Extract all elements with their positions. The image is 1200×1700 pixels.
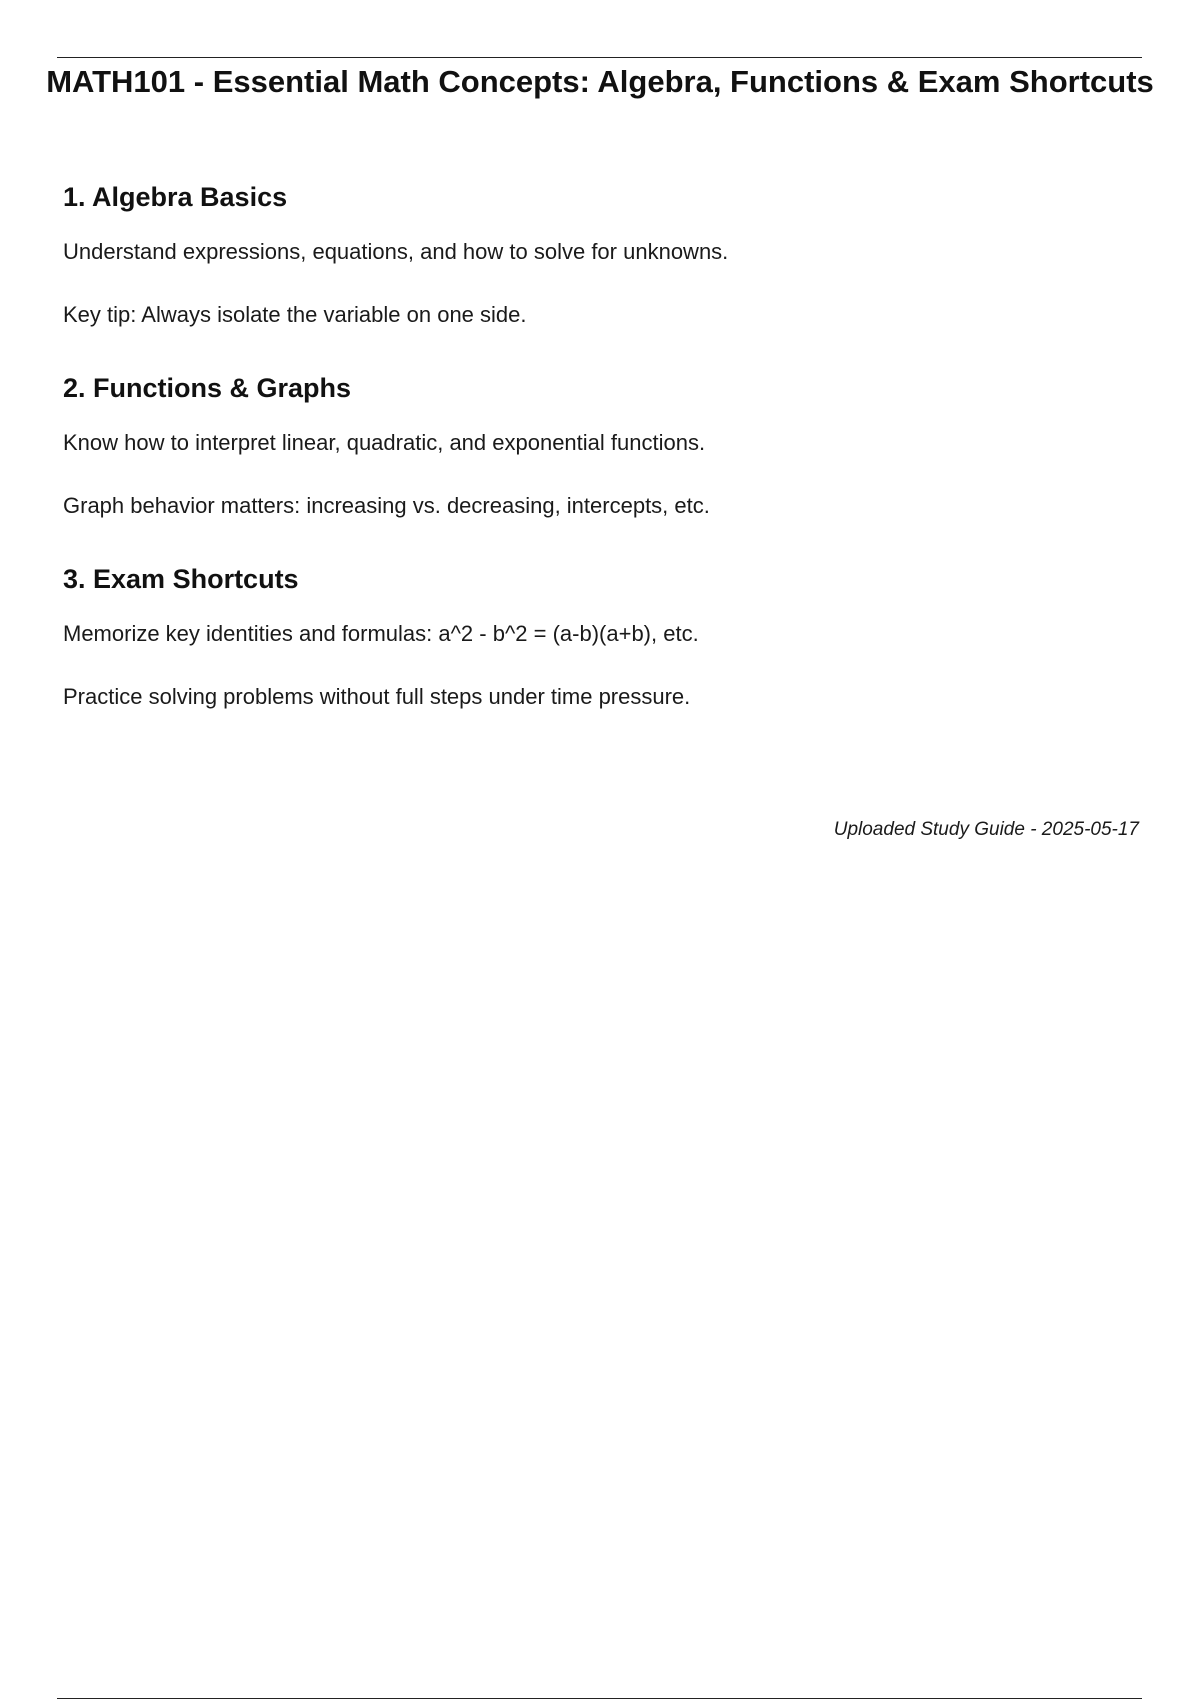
section-functions-graphs <box>63 369 1143 524</box>
document-title: MATH101 - Essential Math Concepts: Algebra, Functions & Exam Shortcuts <box>46 64 1154 99</box>
bottom-rule <box>57 1698 1142 1699</box>
section-heading: 2. Functions & Graphs <box>63 373 352 403</box>
section-paragraph: Practice solving problems without full steps under time pressure. <box>63 684 691 709</box>
section-paragraph: Know how to interpret linear, quadratic, and exponential functions. <box>63 430 706 455</box>
section-exam-shortcuts <box>63 560 1143 715</box>
section-heading: 3. Exam Shortcuts <box>63 564 299 594</box>
footer-note: Uploaded Study Guide - 2025-05-17 <box>833 819 1139 840</box>
section-paragraph: Memorize key identities and formulas: a^2 - b^2 = (a-b)(a+b), etc. <box>63 621 699 646</box>
top-rule <box>57 57 1142 58</box>
section-paragraph: Key tip: Always isolate the variable on one side. <box>63 302 527 327</box>
section-paragraph: Understand expressions, equations, and how to solve for unknowns. <box>63 239 729 264</box>
section-algebra-basics <box>63 178 1143 333</box>
section-heading: 1. Algebra Basics <box>63 182 288 212</box>
section-paragraph: Graph behavior matters: increasing vs. decreasing, intercepts, etc. <box>63 493 710 518</box>
document-body <box>63 178 1143 751</box>
